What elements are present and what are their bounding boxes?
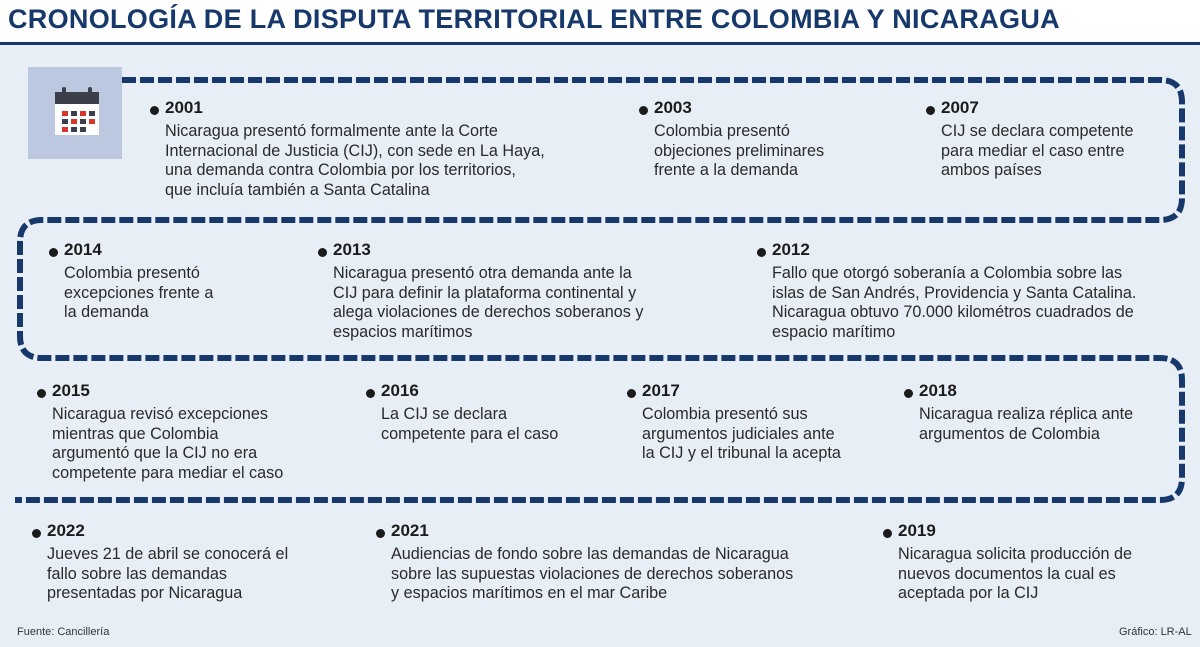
calendar-cell <box>71 127 77 132</box>
event-year: 2001 <box>165 98 203 117</box>
event-line: nuevos documentos la cual es <box>898 564 1116 583</box>
event-line: Colombia presentó <box>654 122 790 140</box>
event-description <box>654 122 824 181</box>
event-description <box>165 122 545 200</box>
timeline-dot <box>904 389 913 398</box>
event-year: 2016 <box>381 381 419 400</box>
event-line: CIJ se declara competente <box>941 122 1134 140</box>
source-note: Fuente: Cancillería <box>17 626 110 638</box>
event-description <box>47 545 288 604</box>
calendar-cell <box>89 111 95 116</box>
event-line: argumentó que la CIJ no era <box>52 444 258 462</box>
event-line: alega violaciones de derechos soberanos y <box>333 303 644 321</box>
timeline-dot <box>757 248 766 257</box>
event-line: Colombia presentó <box>64 264 200 282</box>
event-line: objeciones preliminares <box>654 141 825 160</box>
event-description <box>381 405 558 444</box>
calendar-cell <box>80 127 86 132</box>
graphic-credit: Gráfico: LR-AL <box>1119 626 1192 638</box>
timeline-dot <box>37 389 46 398</box>
event-year: 2021 <box>391 521 429 540</box>
timeline-dot <box>376 529 385 538</box>
event-line: Colombia presentó sus <box>642 405 808 423</box>
calendar-cell <box>80 111 86 116</box>
event-line: y espacios marítimos en el mar Caribe <box>391 584 668 602</box>
event-line: argumentos judiciales ante <box>642 424 835 443</box>
event-line: competente para el caso <box>381 424 559 443</box>
event-line: espacios marítimos <box>333 322 473 341</box>
timeline-dot <box>627 389 636 398</box>
timeline-dot <box>639 106 648 115</box>
calendar-cell <box>62 119 68 124</box>
timeline-dot <box>318 248 327 257</box>
event-description <box>898 545 1132 604</box>
event-line: Nicaragua revisó excepciones <box>52 405 268 423</box>
event-year: 2007 <box>941 98 979 117</box>
event-description <box>333 264 643 342</box>
calendar-cell <box>71 119 77 124</box>
event-year: 2014 <box>64 240 102 259</box>
calendar-cell <box>62 111 68 116</box>
event-line: Nicaragua solicita producción de <box>898 545 1132 563</box>
timeline-dot <box>883 529 892 538</box>
event-line: Audiencias de fondo sobre las demandas de Nicaragua <box>391 545 789 563</box>
event-line: Nicaragua obtuvo 70.000 kilométros cuadrados de <box>772 303 1134 321</box>
event-year: 2003 <box>654 98 692 117</box>
event-line: aceptada por la CIJ <box>898 584 1039 602</box>
event-line: Nicaragua presentó formalmente ante la Corte <box>165 122 498 140</box>
calendar-ring <box>62 87 66 97</box>
timeline-dot <box>366 389 375 398</box>
event-line: Nicaragua presentó otra demanda ante la <box>333 264 632 282</box>
event-line: Jueves 21 de abril se conocerá el <box>47 545 289 563</box>
event-line: que incluía también a Santa Catalina <box>165 180 430 199</box>
calendar-ring <box>88 87 92 97</box>
event-year: 2015 <box>52 381 90 400</box>
event-line: sobre las supuestas violaciones de derechos soberanos <box>391 564 794 583</box>
event-line: Internacional de Justicia (CIJ), con sede en La Haya, <box>165 141 545 160</box>
calendar-cell <box>80 119 86 124</box>
timeline-dot <box>150 106 159 115</box>
event-line: frente a la demanda <box>654 161 798 179</box>
page-title: CRONOLOGÍA DE LA DISPUTA TERRITORIAL ENTRE COLOMBIA Y NICARAGUA <box>8 4 1060 34</box>
event-year: 2017 <box>642 381 680 400</box>
calendar-cell <box>71 111 77 116</box>
event-description <box>772 264 1136 342</box>
timeline-dot <box>32 529 41 538</box>
event-description <box>919 405 1133 444</box>
event-line: para mediar el caso entre <box>941 141 1125 160</box>
event-description <box>52 405 283 483</box>
event-line: espacio marítimo <box>772 322 896 341</box>
event-line: Nicaragua realiza réplica ante <box>919 405 1134 423</box>
event-line: Fallo que otorgó soberanía a Colombia sobre las <box>772 264 1123 282</box>
event-description <box>941 122 1134 181</box>
calendar-cell <box>62 127 68 132</box>
event-line: islas de San Andrés, Providencia y Santa Catalina. <box>772 283 1137 302</box>
timeline-dot <box>926 106 935 115</box>
event-description <box>64 264 213 323</box>
event-year: 2013 <box>333 240 371 259</box>
event-year: 2022 <box>47 521 85 540</box>
event-line: CIJ para definir la plataforma continental y <box>333 283 637 302</box>
timeline-dot <box>49 248 58 257</box>
event-line: ambos países <box>941 161 1042 179</box>
event-year: 2012 <box>772 240 810 259</box>
event-year: 2019 <box>898 521 936 540</box>
calendar-icon <box>28 67 122 159</box>
event-line: mientras que Colombia <box>52 424 219 443</box>
event-line: una demanda contra Colombia por los territorios, <box>165 161 516 179</box>
event-line: presentadas por Nicaragua <box>47 584 243 602</box>
event-year: 2018 <box>919 381 957 400</box>
event-line: competente para mediar el caso <box>52 463 284 482</box>
event-line: fallo sobre las demandas <box>47 564 227 583</box>
event-line: excepciones frente a <box>64 283 214 302</box>
event-description <box>642 405 841 464</box>
event-line: La CIJ se declara <box>381 405 507 423</box>
event-line: la demanda <box>64 303 149 321</box>
event-line: la CIJ y el tribunal la acepta <box>642 444 841 462</box>
event-description <box>391 545 793 604</box>
calendar-cell <box>89 119 95 124</box>
event-line: argumentos de Colombia <box>919 424 1100 443</box>
